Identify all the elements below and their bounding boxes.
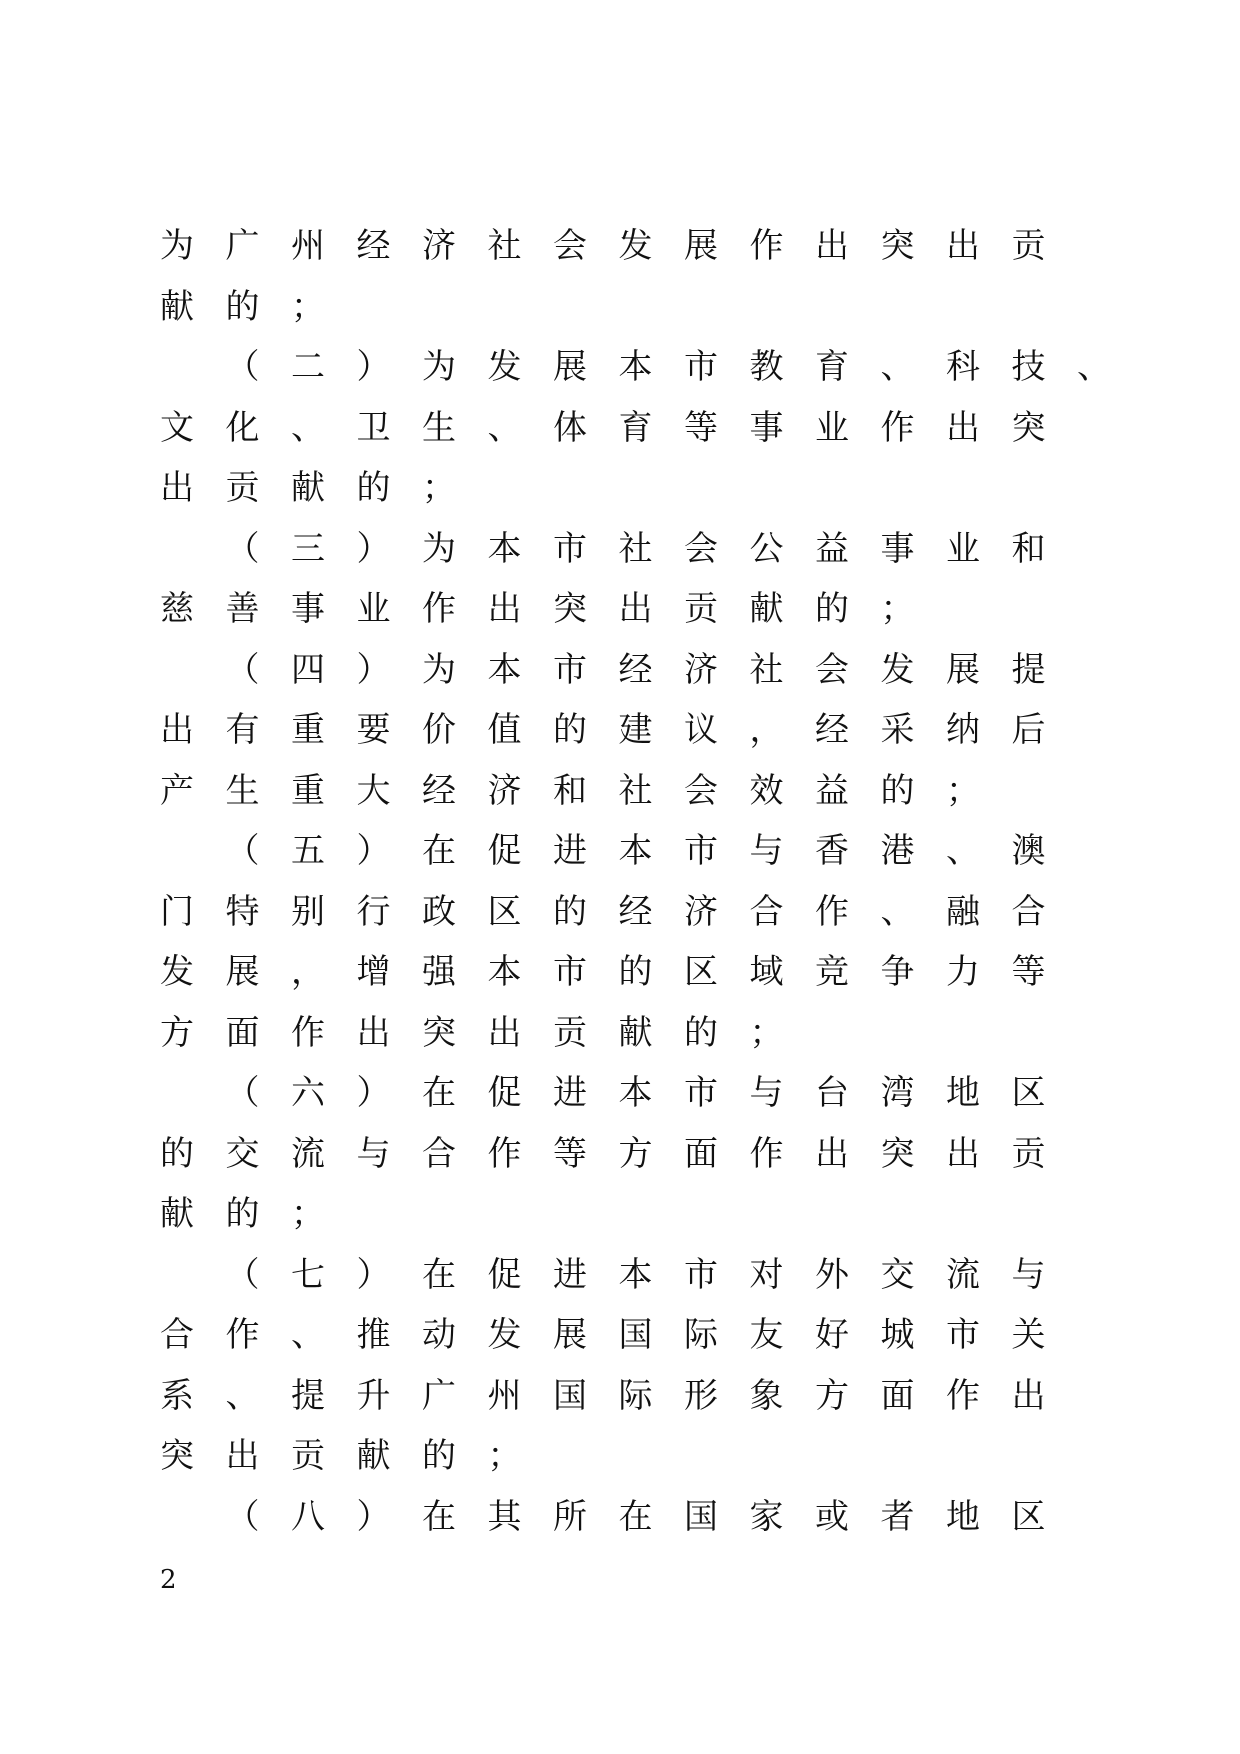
character: 流 xyxy=(946,1254,980,1295)
character: 、 xyxy=(291,407,325,448)
character: 地 xyxy=(946,1496,980,1537)
character: 域 xyxy=(749,952,784,993)
character: 关 xyxy=(1011,1315,1046,1356)
character: 、 xyxy=(291,1315,325,1356)
character: 在 xyxy=(422,1073,456,1114)
character: 作 xyxy=(225,1315,260,1356)
character: 作 xyxy=(946,1375,980,1416)
character: 交 xyxy=(880,1254,915,1295)
character: 促 xyxy=(487,1254,522,1295)
character: 州 xyxy=(291,226,325,267)
character: 市 xyxy=(684,1254,718,1295)
character: 台 xyxy=(815,1073,849,1114)
text-line xyxy=(160,1366,1240,1427)
character: 值 xyxy=(487,710,522,751)
text-line xyxy=(160,519,1240,580)
text-line xyxy=(160,216,1240,277)
character: 贡 xyxy=(553,1012,587,1053)
body-text xyxy=(160,216,1240,1547)
character: 家 xyxy=(749,1496,784,1537)
character: 区 xyxy=(1011,1073,1046,1114)
character: 特 xyxy=(225,891,260,932)
character: 献 xyxy=(160,1194,194,1235)
character: 益 xyxy=(815,770,849,811)
character: 效 xyxy=(749,770,784,811)
character: 市 xyxy=(684,1073,718,1114)
character: 展 xyxy=(553,347,587,388)
character: 发 xyxy=(487,1315,522,1356)
character: 在 xyxy=(422,1254,456,1295)
character: 卫 xyxy=(356,407,391,448)
character: 等 xyxy=(553,1133,587,1174)
character: 三 xyxy=(291,528,325,569)
character: 体 xyxy=(553,407,587,448)
text-line xyxy=(160,821,1240,882)
character: 发 xyxy=(487,347,522,388)
character: 在 xyxy=(618,1496,653,1537)
character: 面 xyxy=(880,1375,915,1416)
character: 出 xyxy=(946,1133,980,1174)
character: 大 xyxy=(356,770,391,811)
character: 展 xyxy=(946,649,980,690)
character: 市 xyxy=(553,649,587,690)
character: 象 xyxy=(749,1375,784,1416)
character: 教 xyxy=(749,347,784,388)
text-line xyxy=(160,640,1240,701)
character: 出 xyxy=(487,589,522,630)
character: （ xyxy=(225,1496,260,1537)
text-line xyxy=(160,1426,1240,1487)
character: 提 xyxy=(1011,649,1046,690)
character: 作 xyxy=(880,407,915,448)
character: 益 xyxy=(815,528,849,569)
character: ） xyxy=(356,831,391,872)
character: 香 xyxy=(815,831,849,872)
text-line xyxy=(160,337,1240,398)
character: 与 xyxy=(1011,1254,1046,1295)
character: 作 xyxy=(487,1133,522,1174)
character: 献 xyxy=(749,589,784,630)
character: 会 xyxy=(815,649,849,690)
character: 城 xyxy=(880,1315,915,1356)
character: 与 xyxy=(749,831,784,872)
text-line xyxy=(160,1003,1240,1064)
character: （ xyxy=(225,1254,260,1295)
character: 贡 xyxy=(1011,1133,1046,1174)
character: 对 xyxy=(749,1254,784,1295)
character: 等 xyxy=(1011,952,1046,993)
character: 出 xyxy=(1011,1375,1046,1416)
character: 科 xyxy=(946,347,980,388)
character: 系 xyxy=(160,1375,194,1416)
character: 市 xyxy=(684,831,718,872)
character: 献 xyxy=(618,1012,653,1053)
character: 和 xyxy=(1011,528,1046,569)
character: 的 xyxy=(422,1436,456,1477)
character: 四 xyxy=(291,649,325,690)
character: 流 xyxy=(291,1133,325,1174)
character: ， xyxy=(749,710,784,751)
character: 为 xyxy=(422,528,456,569)
character: ； xyxy=(487,1436,522,1477)
character: 澳 xyxy=(1011,831,1046,872)
character: （ xyxy=(225,528,260,569)
character: 所 xyxy=(553,1496,587,1537)
character: 门 xyxy=(160,891,194,932)
character: 出 xyxy=(225,1436,260,1477)
character: 突 xyxy=(553,589,587,630)
character: 市 xyxy=(684,347,718,388)
text-line xyxy=(160,882,1240,943)
character: 二 xyxy=(291,347,325,388)
character: ； xyxy=(946,770,980,811)
character: ） xyxy=(356,347,391,388)
character xyxy=(160,1487,226,1547)
character: 的 xyxy=(553,891,587,932)
character: 市 xyxy=(946,1315,980,1356)
character: 的 xyxy=(553,710,587,751)
character: 发 xyxy=(618,226,653,267)
character: 事 xyxy=(880,528,915,569)
character: ） xyxy=(356,649,391,690)
character: 献 xyxy=(291,468,325,509)
character: 等 xyxy=(684,407,718,448)
character: 的 xyxy=(815,589,849,630)
text-line xyxy=(160,1245,1240,1306)
character: 进 xyxy=(553,1073,587,1114)
character: 国 xyxy=(618,1315,653,1356)
character: 的 xyxy=(160,1133,194,1174)
character: 突 xyxy=(422,1012,456,1053)
character: 际 xyxy=(618,1375,653,1416)
character: ） xyxy=(356,1496,391,1537)
character: 湾 xyxy=(880,1073,915,1114)
character: （ xyxy=(225,347,260,388)
character: 育 xyxy=(815,347,849,388)
character: 为 xyxy=(422,649,456,690)
character: 展 xyxy=(225,952,260,993)
character: 展 xyxy=(684,226,718,267)
character: 本 xyxy=(487,649,522,690)
character: 展 xyxy=(553,1315,587,1356)
character: ； xyxy=(291,286,325,327)
character: 七 xyxy=(291,1254,325,1295)
character: 议 xyxy=(684,710,718,751)
character: 生 xyxy=(422,407,456,448)
character: 国 xyxy=(684,1496,718,1537)
character: 会 xyxy=(684,528,718,569)
character: 区 xyxy=(487,891,522,932)
character: ） xyxy=(356,528,391,569)
character: 际 xyxy=(684,1315,718,1356)
character: 出 xyxy=(946,407,980,448)
text-line xyxy=(160,458,1240,519)
character: 本 xyxy=(618,1073,653,1114)
character: ； xyxy=(291,1194,325,1235)
character: 发 xyxy=(880,649,915,690)
text-line xyxy=(160,579,1240,640)
character: 出 xyxy=(815,226,849,267)
character: 业 xyxy=(815,407,849,448)
character: 进 xyxy=(553,831,587,872)
character: 力 xyxy=(946,952,980,993)
character: 作 xyxy=(815,891,849,932)
character: 方 xyxy=(618,1133,653,1174)
character: 济 xyxy=(422,226,456,267)
character: 和 xyxy=(553,770,587,811)
character: 经 xyxy=(618,891,653,932)
character: 的 xyxy=(880,770,915,811)
character: 广 xyxy=(225,226,260,267)
character: 济 xyxy=(684,891,718,932)
character: 或 xyxy=(815,1496,849,1537)
character: ； xyxy=(749,1012,784,1053)
text-line xyxy=(160,700,1240,761)
character xyxy=(160,1063,226,1123)
character: 合 xyxy=(422,1133,456,1174)
character: 方 xyxy=(160,1012,194,1053)
page-number: 2 xyxy=(160,1565,177,1595)
character: 外 xyxy=(815,1254,849,1295)
character: 方 xyxy=(815,1375,849,1416)
character: ） xyxy=(356,1254,391,1295)
character: 经 xyxy=(356,226,391,267)
character: 出 xyxy=(356,1012,391,1053)
character: 进 xyxy=(553,1254,587,1295)
character: 的 xyxy=(356,468,391,509)
character: 突 xyxy=(160,1436,194,1477)
character: 动 xyxy=(422,1315,456,1356)
character: 融 xyxy=(946,891,980,932)
character: 纳 xyxy=(946,710,980,751)
character: 者 xyxy=(880,1496,915,1537)
character: 促 xyxy=(487,1073,522,1114)
character xyxy=(160,640,226,700)
character: 出 xyxy=(618,589,653,630)
character: 的 xyxy=(618,952,653,993)
character: 行 xyxy=(356,891,391,932)
character: 重 xyxy=(291,710,325,751)
character: 争 xyxy=(880,952,915,993)
character: 慈 xyxy=(160,589,194,630)
character: 贡 xyxy=(1011,226,1046,267)
character: 市 xyxy=(553,952,587,993)
character: 价 xyxy=(422,710,456,751)
character: （ xyxy=(225,831,260,872)
character xyxy=(160,821,226,881)
character: 出 xyxy=(487,1012,522,1053)
character: 港 xyxy=(880,831,915,872)
character: 地 xyxy=(946,1073,980,1114)
text-line xyxy=(160,1184,1240,1245)
character: 本 xyxy=(618,347,653,388)
character: 强 xyxy=(422,952,456,993)
character: 发 xyxy=(160,952,194,993)
character: 出 xyxy=(815,1133,849,1174)
character: 其 xyxy=(487,1496,522,1537)
text-line xyxy=(160,1487,1240,1548)
character: 市 xyxy=(553,528,587,569)
character: 重 xyxy=(291,770,325,811)
character: 合 xyxy=(1011,891,1046,932)
character: 济 xyxy=(684,649,718,690)
character: 技 xyxy=(1011,347,1046,388)
character: 产 xyxy=(160,770,194,811)
character: 与 xyxy=(749,1073,784,1114)
character: 的 xyxy=(684,1012,718,1053)
character: 合 xyxy=(749,891,784,932)
character: 交 xyxy=(225,1133,260,1174)
character: 在 xyxy=(422,1496,456,1537)
character: 突 xyxy=(880,1133,915,1174)
character: 州 xyxy=(487,1375,522,1416)
character: 国 xyxy=(553,1375,587,1416)
character xyxy=(160,519,226,579)
character: 本 xyxy=(618,831,653,872)
character: 升 xyxy=(356,1375,391,1416)
character: 促 xyxy=(487,831,522,872)
character: 推 xyxy=(356,1315,391,1356)
text-line xyxy=(160,761,1240,822)
character: 六 xyxy=(291,1073,325,1114)
character: 会 xyxy=(684,770,718,811)
character: 别 xyxy=(291,891,325,932)
character: 本 xyxy=(487,952,522,993)
character: 献 xyxy=(356,1436,391,1477)
character: 、 xyxy=(946,831,980,872)
character: 、 xyxy=(880,347,915,388)
character: 与 xyxy=(356,1133,391,1174)
character: 业 xyxy=(946,528,980,569)
character: 五 xyxy=(291,831,325,872)
character: 化 xyxy=(225,407,260,448)
character: 友 xyxy=(749,1315,784,1356)
character: 、 xyxy=(880,891,915,932)
character: 贡 xyxy=(684,589,718,630)
character: 文 xyxy=(160,407,194,448)
character xyxy=(160,1245,226,1305)
character: 有 xyxy=(225,710,260,751)
character: 事 xyxy=(749,407,784,448)
character: 面 xyxy=(684,1133,718,1174)
character: 育 xyxy=(618,407,653,448)
character: 作 xyxy=(422,589,456,630)
character: 出 xyxy=(946,226,980,267)
character: 作 xyxy=(291,1012,325,1053)
character: 区 xyxy=(684,952,718,993)
character: 本 xyxy=(618,1254,653,1295)
character: 公 xyxy=(749,528,784,569)
character: 突 xyxy=(880,226,915,267)
character: 增 xyxy=(356,952,391,993)
character: 、 xyxy=(225,1375,260,1416)
character: 经 xyxy=(422,770,456,811)
character: 、 xyxy=(1077,347,1111,388)
character: 社 xyxy=(487,226,522,267)
character: 面 xyxy=(225,1012,260,1053)
character: 社 xyxy=(618,528,653,569)
character: 本 xyxy=(487,528,522,569)
character: 广 xyxy=(422,1375,456,1416)
text-line xyxy=(160,398,1240,459)
character: 后 xyxy=(1011,710,1046,751)
text-line xyxy=(160,942,1240,1003)
character: 为 xyxy=(160,226,194,267)
character: 贡 xyxy=(291,1436,325,1477)
text-line xyxy=(160,277,1240,338)
character: 社 xyxy=(618,770,653,811)
character: 作 xyxy=(749,226,784,267)
character: 善 xyxy=(225,589,260,630)
text-line xyxy=(160,1124,1240,1185)
character: 出 xyxy=(160,710,194,751)
character: 、 xyxy=(487,407,522,448)
character xyxy=(160,337,226,397)
character: 事 xyxy=(291,589,325,630)
character: 八 xyxy=(291,1496,325,1537)
character: 政 xyxy=(422,891,456,932)
character: （ xyxy=(225,649,260,690)
character: 区 xyxy=(1011,1496,1046,1537)
character: 济 xyxy=(487,770,522,811)
character: 形 xyxy=(684,1375,718,1416)
character: 建 xyxy=(618,710,653,751)
text-line xyxy=(160,1305,1240,1366)
character: 采 xyxy=(880,710,915,751)
character: 合 xyxy=(160,1315,194,1356)
character: 的 xyxy=(225,1194,260,1235)
character: （ xyxy=(225,1073,260,1114)
character: ） xyxy=(356,1073,391,1114)
character: 作 xyxy=(749,1133,784,1174)
character: 竞 xyxy=(815,952,849,993)
character: ； xyxy=(880,589,915,630)
character: ； xyxy=(422,468,456,509)
character: 为 xyxy=(422,347,456,388)
character: 社 xyxy=(749,649,784,690)
character: 的 xyxy=(225,286,260,327)
character: 突 xyxy=(1011,407,1046,448)
text-line xyxy=(160,1063,1240,1124)
character: 好 xyxy=(815,1315,849,1356)
character: 在 xyxy=(422,831,456,872)
character: 经 xyxy=(618,649,653,690)
character: 业 xyxy=(356,589,391,630)
character: 提 xyxy=(291,1375,325,1416)
character: 贡 xyxy=(225,468,260,509)
character: 出 xyxy=(160,468,194,509)
character: ， xyxy=(291,952,325,993)
character: 生 xyxy=(225,770,260,811)
character: 献 xyxy=(160,286,194,327)
character: 会 xyxy=(553,226,587,267)
character: 要 xyxy=(356,710,391,751)
character: 经 xyxy=(815,710,849,751)
